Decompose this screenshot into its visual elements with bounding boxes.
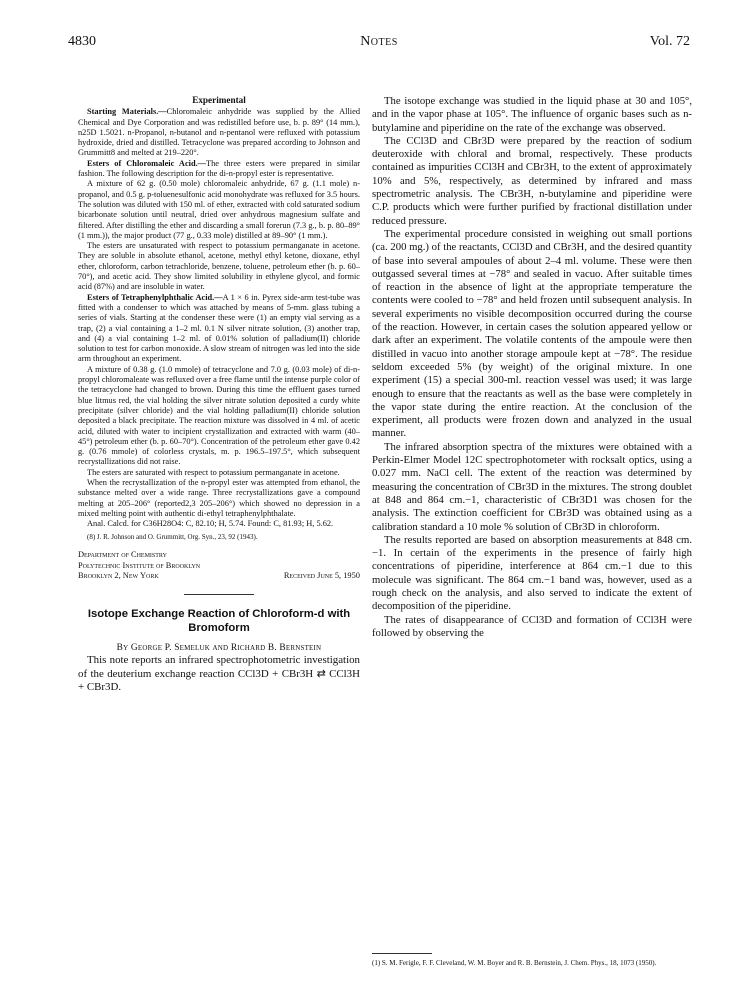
paragraph [78,241,360,292]
affiliation-city: Brooklyn 2, New York [78,571,159,581]
run-in-heading: Esters of Tetraphenylphthalic Acid.— [87,292,223,302]
right-column [372,95,692,640]
paragraph-text: A mixture of 62 g. (0.50 mole) chloromaleic anhydride, 67 g. (1.1 mole) n-propanol, and 0.5 g. p-toluenesulfonic acid monohydrate was refluxed for 3.5 hours. The solution was diluted with 150 ml. of ether, extracted with cold saturated sodium bicarbonate solution until neutral, dried over anhydrous magnesium sulfate and filtered. After distilling the ether and discarding a small forerun (7.3 g., b. p. 80–89° (1 mm.)), the major product (77 g., 0.33 mole) distilled at 89–90° (1 mm.). [78,179,360,240]
paragraph: The CCl3D and CBr3D were prepared by the reaction of sodium deuteroxide with chloral and bromal, respectively. These products contained as impurities CCl3H and CBr3H, to the extent of approximately 10% and 5%, respectively, as determined by infrared and mass spectrometric analysis. The CBr3H, n-butylamine and piperidine were C.P. products which were further purified by fractional distillation under reduced pressure. [372,134,692,227]
affiliation-department: Department of Chemistry [78,550,167,560]
article-title-line: Bromoform [188,622,250,635]
paragraph-text: Chloromaleic anhydride was supplied by the Allied Chemical and Dye Corporation and was redistilled before use, b. p. 89° (14 mm.), n25D 1.5021. n-Propanol, n-butanol and n-pentanol were refluxed with potassium hydroxide, dried and distilled. Tetracyclone was prepared according to Johnson and Grummitt8 and melted at 219–220°. [78,107,360,158]
section-heading: Experimental [192,95,246,105]
affiliation-institute: Polytechnic Institute of Brooklyn [78,560,201,570]
run-in-heading: Esters of Chloromaleic Acid.— [87,158,207,168]
affiliation-row [78,571,360,581]
footnote-rule [372,953,432,954]
volume-label: Vol. 72 [649,34,690,49]
running-title: Notes [360,34,398,49]
page-number: 4830 [68,34,96,49]
paragraph [78,179,360,241]
footnote: (8) J. R. Johnson and O. Grummitt, Org. Syn., 23, 92 (1943). [87,533,258,542]
left-column [78,95,360,694]
paragraph-text: The esters are saturated with respect to potassium permanganate in acetone. [87,467,340,477]
paragraph-text: The esters are unsaturated with respect to potassium permanganate in acetone. They are soluble in absolute ethanol, acetone, methyl ethyl ketone, dioxane, ethyl ether, chloroform, carbon tetrachloride, benzene, toluene, petroleum ether (b. p. 60–70°), and acetic acid. They show limited solubility in ethylene glycol, and formic acid (87%) and are insoluble in water. [78,241,360,292]
article-intro: This note reports an infrared spectrophotometric investigation of the deuterium exchange reaction CCl3D + CBr3H ⇄ CCl3H + CBr3D. [78,654,360,693]
paragraph-text: A mixture of 0.38 g. (1.0 mmole) of tetracyclone and 7.0 g. (0.03 mole) of di-n-propyl chloromaleate was refluxed over a free flame until the intense purple color of the tetracyclone had changed to brown. During this time the effluent gases turned blue litmus red, the vial holding the silver nitrate solution deposited a curdy white precipitate (silver chloride) and the vial holding palladium(II) chloride solution deposited a black precipitate. The reaction mixture was dissolved in 4 ml. of acetic acid, diluted with water to incipient crystallization and extracted with warm (40–45°) petroleum ether (b. p. 60–70°). Concentration of the petroleum ether gave 0.42 g. (0.76 mmole) of colorless crystals, m. p. 196.5–197.5°, which subsequent recrystallizations did not raise. [78,364,360,467]
paragraph [78,365,360,468]
affiliation [78,550,360,581]
paragraph [78,478,360,519]
footnote: (1) S. M. Ferigle, F. F. Cleveland, W. M. Boyer and R. B. Bernstein, J. Chem. Phys., 18, 1073 (1950). [372,959,657,967]
byline [78,642,360,654]
paragraph-text: Anal. Calcd. for C36H28O4: C, 82.10; H, 5.74. Found: C, 81.93; H, 5.62. [87,519,334,529]
page-header [68,34,690,54]
paragraph [78,293,360,365]
paragraph [78,468,360,478]
paragraph: The isotope exchange was studied in the liquid phase at 30 and 105°, and in the vapor phase at 105°. The influence of organic bases such as n-butylamine and piperidine on the rate of the exchange was observed. [372,95,692,134]
paragraph: The infrared absorption spectra of the mixtures were obtained with a Perkin-Elmer Model 12C spectrophotometer with rocksalt optics, using a 0.027 mm. NaCl cell. The extent of the reaction was determined by measuring the concentration of CBr3D in the mixtures. The strong doublet at 848 and 864 cm.−1, characteristic of CBr3D1 was chosen for the analysis. The extinction coefficient for CBr3D was obtained using as a calibration standard a 10 mole % solution of CBr3D in chloroform. [372,440,692,533]
paragraph-text: When the recrystallization of the n-propyl ester was attempted from ethanol, the substance melted over a wide range. Three recrystallizations gave a compound melting at 205–206° (reported2,3 205–206°) which showed no depression in a mixed melting point with authentic di-ethyl tetraphenylphthalate. [78,477,360,518]
paragraph-text: The three esters were prepared in similar fashion. The following description for the di-n-propyl ester is representative. [78,158,360,179]
byline-authors: George P. Semeluk and Richard B. Bernstein [130,643,322,654]
analysis-line [78,519,360,529]
byline-by: By [116,643,129,654]
run-in-heading: Starting Materials.— [87,107,167,117]
received-date: Received June 5, 1950 [283,571,360,581]
article-title [78,607,360,635]
paragraph: The experimental procedure consisted in weighing out small portions (ca. 200 mg.) of the reactants, CCl3D and CBr3H, and the desired quantity of base into several ampoules of about 2–4 ml. volume. These were then outgassed several times at −78° and sealed in vacuo. After suitable times of reaction in the absence of light at the appropriate temperature the contents were cooled to −78° and held frozen until subsequent analysis. In several experiments no visible decomposition occurred during the course of the reaction. However, in certain cases the solution appeared yellow or dark after an experiment. The volatile contents of the ampoule were then distilled in vacuo into another storage ampoule kept at −78°. The residue seldom exceeded 5% (by weight) of the original mixture. In one experiment (15) a special 300-ml. reaction vessel was used; it was large enough to ensure that the reactants as well as the base were completely in the vapor state during the entire reaction. At the conclusion of the experiment, all products were frozen down and analyzed in the usual manner. [372,227,692,440]
paragraph: The rates of disappearance of CCl3D and formation of CCl3H were followed by observing the [372,613,692,639]
section-divider [184,594,254,595]
paragraph [78,159,360,180]
paragraph-text: A 1 × 6 in. Pyrex side-arm test-tube was fitted with a condenser to which was attached by means of 5-mm. glass tubing a series of vials. Starting at the condenser these were (1) an empty vial serving as a trap, (2) a vial containing a 1–2 ml. 0.1 N silver nitrate solution, (3) another trap, and (4) a vial containing 1–2 ml. of 0.01% solution of palladium(II) chloride solution to test for carbon monoxide. A slow stream of nitrogen was led into the side arm throughout an experiment. [78,292,360,364]
paragraph [78,107,360,158]
article-title-line: Isotope Exchange Reaction of Chloroform-d with [87,608,351,621]
paragraph: The results reported are based on absorption measurements at 848 cm.−1. In certain of the experiments in the presence of fairly high concentrations of piperidine, interference at 864 cm.−1 due to this molecule was significant. The 864 cm.−1 band was, however, used as a rough check on the analysis, and also served to indicate the extent of decomposition of the piperidine. [372,533,692,613]
